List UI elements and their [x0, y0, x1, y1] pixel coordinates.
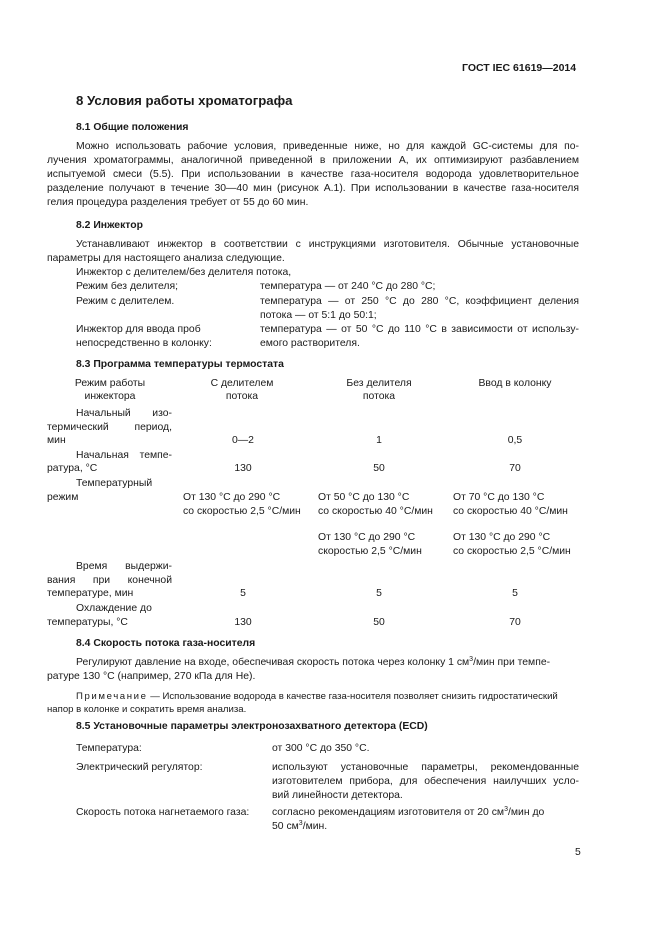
- setting-label: Температура:: [76, 743, 142, 754]
- table-cell: со скоростью 40 °С/мин: [318, 506, 433, 517]
- setting-value: температура — от 250 °С до 280 °С, коэффициент деления: [260, 296, 579, 307]
- row-label: ратура, °С: [47, 463, 98, 474]
- table-cell: От 70 °С до 130 °С: [453, 492, 545, 503]
- table-cell: 0—2: [232, 435, 254, 446]
- table-cell: 1: [376, 435, 382, 446]
- text-line: Устанавливают инжектор в соответствии с инструкциями изготовителя. Обычные установочные: [76, 239, 579, 250]
- text-line: Можно использовать рабочие условия, приведенные ниже, но для каждой GC-системы для по-: [76, 141, 579, 152]
- text-line: испытуемой смеси (5.5). При использовании в качестве газа-носителя водорода удовлетворительное: [47, 169, 579, 180]
- table-cell: со скоростью 2,5 °С/мин: [183, 506, 301, 517]
- note-label: Примечание: [76, 691, 148, 702]
- setting-label: Электрический регулятор:: [76, 762, 203, 773]
- setting-value: потока — от 5:1 до 50:1;: [260, 310, 377, 321]
- note-line: Примечание — Использование водорода в качестве газа-носителя позволяет снизить гидростатический: [76, 691, 558, 702]
- standard-number: ГОСТ IEC 61619—2014: [462, 62, 577, 74]
- column-header: потока: [225, 391, 259, 402]
- subsection-8-3-title: 8.3 Программа температуры термостата: [76, 359, 284, 370]
- setting-value: вий линейности детектора.: [272, 790, 403, 801]
- setting-label: Режим с делителем.: [76, 296, 175, 307]
- table-cell: От 50 °С до 130 °С: [318, 492, 410, 503]
- row-label: Начальная темпе-: [76, 450, 172, 461]
- text-line: разделение получают в течение 30—40 мин (рисунок А.1). При использовании в качестве газа-носителя: [47, 183, 579, 194]
- table-cell: скоростью 2,5 °С/мин: [318, 546, 422, 557]
- text-line: ратуре 130 °С (например, 270 кПа для Не).: [47, 671, 256, 682]
- column-header: Без делителя: [346, 378, 412, 389]
- setting-value: изготовителем прибора, для обеспечения наилучших усло-: [272, 776, 579, 787]
- table-cell: От 130 °С до 290 °С: [453, 532, 551, 543]
- setting-label: Инжектор для ввода проб: [76, 324, 201, 335]
- text-line: параметры для настоящего анализа следующие.: [47, 253, 285, 264]
- text-line: гелия процедура разделения требует от 55 до 60 мин.: [47, 197, 309, 208]
- row-label: вания при конечной: [47, 575, 172, 586]
- setting-label: Режим без делителя;: [76, 281, 178, 292]
- table-cell: 50: [373, 463, 385, 474]
- table-cell: 130: [234, 463, 252, 474]
- table-cell: 70: [509, 463, 521, 474]
- table-cell: 0,5: [507, 435, 523, 446]
- row-label: температуры, °С: [47, 617, 128, 628]
- subsection-8-1-title: 8.1 Общие положения: [76, 122, 189, 133]
- setting-value: согласно рекомендациям изготовителя от 20 $см^3$/мин до: [272, 806, 545, 818]
- row-label: Время выдержи-: [76, 561, 172, 572]
- text-line: Инжектор с делителем/без делителя потока,: [76, 267, 292, 278]
- text-line: Регулируют давление на входе, обеспечивая скорость потока через колонку 1 $см^3$/мин при темпе-: [76, 656, 551, 668]
- table-cell: 5: [240, 588, 246, 599]
- setting-value: 50 $см^3$/мин.: [272, 820, 328, 832]
- subsection-8-2-title: 8.2 Инжектор: [76, 220, 143, 231]
- setting-value: используют установочные параметры, рекомендованные: [272, 762, 579, 773]
- text-line: лучения хроматограммы, аналогичной приведенной в приложении А, их оптимизируют разбавлением: [47, 155, 579, 166]
- row-label: Начальный изо-: [76, 408, 172, 419]
- section-title: 8 Условия работы хроматографа: [76, 93, 293, 108]
- column-header: С делителем: [210, 378, 274, 389]
- column-header: Ввод в колонку: [478, 378, 552, 389]
- row-label: температуре, мин: [47, 588, 134, 599]
- table-cell: 5: [512, 588, 518, 599]
- column-header: инжектора: [84, 391, 136, 402]
- table-cell: со скоростью 40 °С/мин: [453, 506, 568, 517]
- page-number: 5: [575, 847, 581, 858]
- setting-value: температура — от 240 °С до 280 °С;: [260, 281, 436, 292]
- row-label: мин: [47, 435, 66, 446]
- table-cell: 50: [373, 617, 385, 628]
- column-header: Режим работы: [74, 378, 146, 389]
- table-cell: От 130 °С до 290 °С: [183, 492, 281, 503]
- table-cell: со скоростью 2,5 °С/мин: [453, 546, 571, 557]
- setting-value: от 300 °С до 350 °С.: [272, 743, 370, 754]
- setting-label: Скорость потока нагнетаемого газа:: [76, 807, 250, 818]
- row-label: Охлаждение до: [76, 603, 152, 614]
- table-cell: 5: [376, 588, 382, 599]
- table-cell: 70: [509, 617, 521, 628]
- subsection-8-4-title: 8.4 Скорость потока газа-носителя: [76, 638, 256, 649]
- row-label: режим: [47, 492, 79, 503]
- setting-label: непосредственно в колонку:: [76, 338, 212, 349]
- column-header: потока: [362, 391, 396, 402]
- row-label: Температурный: [76, 478, 153, 489]
- table-cell: От 130 °С до 290 °С: [318, 532, 416, 543]
- note-line: напор в колонке и сократить время анализа.: [47, 704, 247, 715]
- subsection-8-5-title: 8.5 Установочные параметры электронозахватного детектора (ECD): [76, 721, 428, 732]
- setting-value: емого растворителя.: [260, 338, 360, 349]
- table-cell: 130: [234, 617, 252, 628]
- row-label: термический период,: [47, 422, 172, 433]
- setting-value: температура — от 50 °С до 110 °С в зависимости от использу-: [260, 324, 579, 335]
